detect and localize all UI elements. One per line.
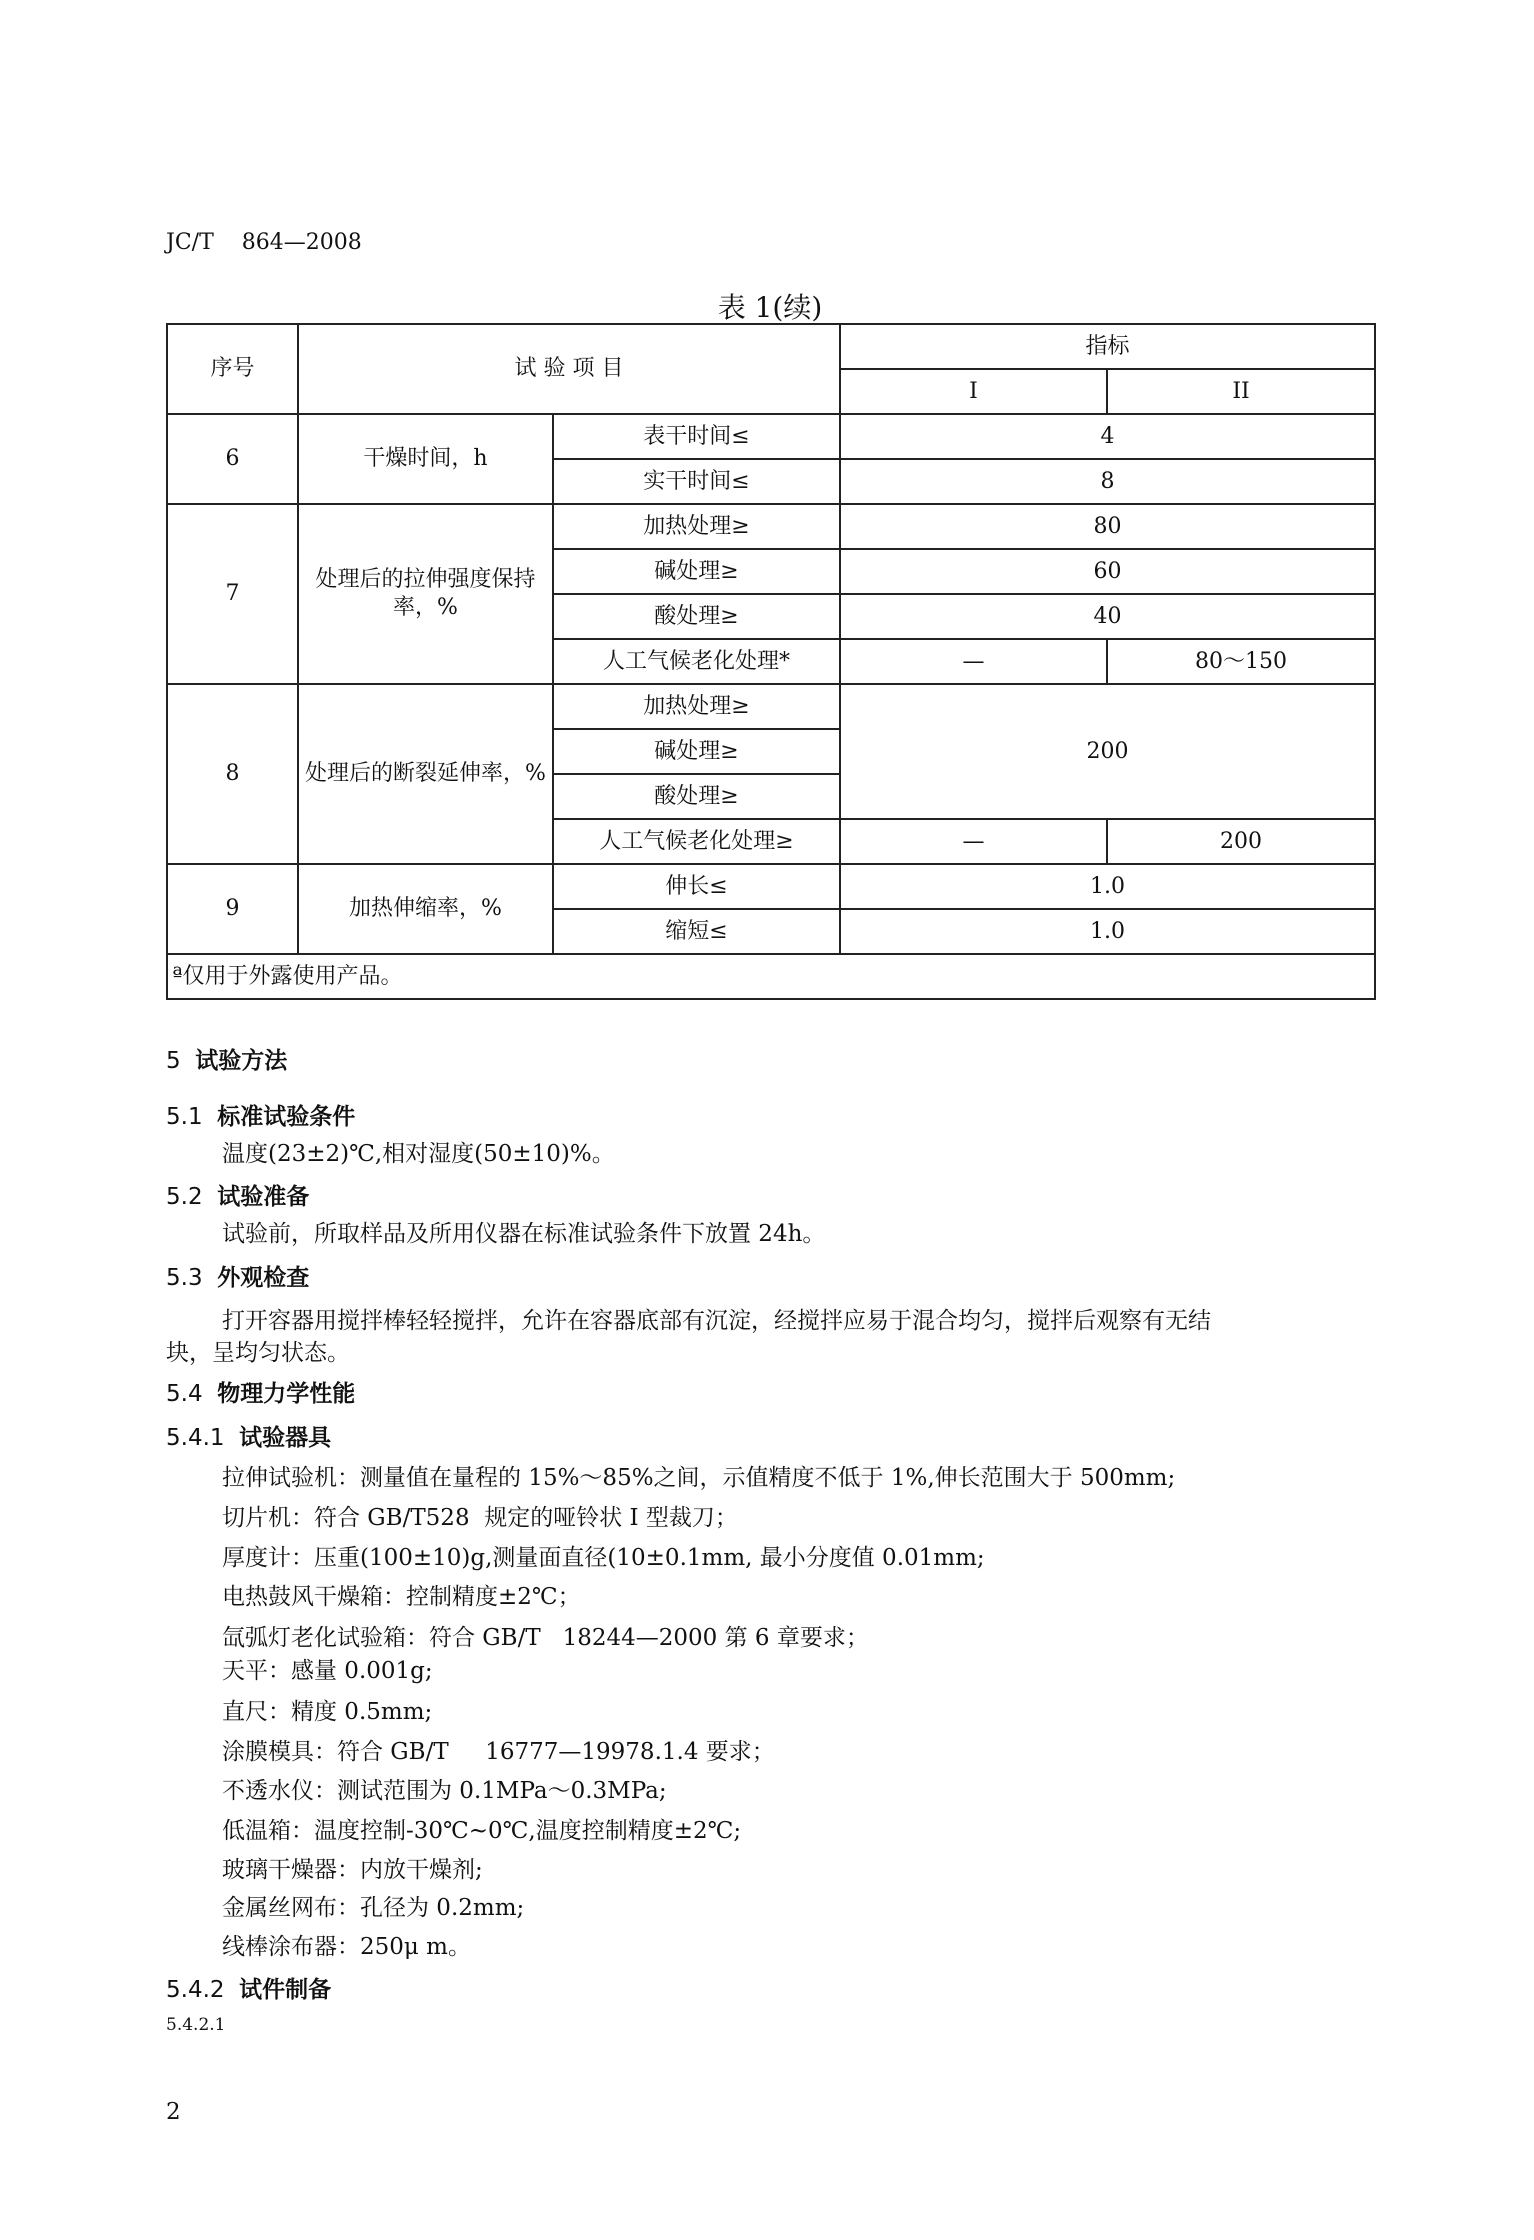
spec-table	[166, 323, 1376, 1000]
col-header-index: 指标	[840, 324, 1375, 369]
col-header-grade-2: II	[1107, 369, 1375, 414]
section-5-4-1-heading	[166, 1419, 331, 1452]
row-subitem: 酸处理≥	[553, 594, 840, 639]
row-subitem: 酸处理≥	[553, 774, 840, 819]
row-value: 1.0	[840, 909, 1375, 954]
row-value: 1.0	[840, 864, 1375, 909]
section-number: 5.4.1	[166, 1425, 225, 1451]
section-number: 5	[166, 1048, 181, 1074]
section-number: 5.2	[166, 1184, 203, 1210]
equipment-item: 直尺：精度 0.5mm;	[222, 1699, 433, 1725]
section-5-3-heading	[166, 1259, 309, 1292]
section-5-2-text: 试验前，所取样品及所用仪器在标准试验条件下放置 24h。	[222, 1221, 826, 1247]
section-title: 试验器具	[239, 1425, 332, 1451]
table-caption: 表 1(续)	[717, 291, 823, 324]
section-title: 试验方法	[195, 1048, 288, 1074]
equipment-item: 天平：感量 0.001g;	[222, 1658, 433, 1684]
col-header-grade-1: I	[840, 369, 1107, 414]
equipment-item: 涂膜模具：符合 GB/T 16777—19978.1.4 要求；	[222, 1739, 775, 1765]
row-value-grade-2: 200	[1107, 819, 1375, 864]
row-subitem: 人工气候老化处理*	[553, 639, 840, 684]
row-value-grade-1: —	[840, 639, 1107, 684]
section-5-1-heading	[166, 1098, 355, 1131]
section-title: 标准试验条件	[217, 1104, 356, 1130]
row-value-merged: 200	[840, 684, 1375, 819]
section-5-4-heading	[166, 1375, 355, 1408]
col-header-no: 序号	[167, 324, 298, 414]
row-number: 9	[167, 864, 298, 954]
equipment-item: 氙弧灯老化试验箱：符合 GB/T 18244—2000 第 6 章要求；	[222, 1625, 869, 1651]
section-title: 试验准备	[217, 1184, 310, 1210]
row-value-grade-1: —	[840, 819, 1107, 864]
table-footnote: ª仅用于外露使用产品。	[167, 954, 1375, 999]
section-title: 物理力学性能	[217, 1381, 356, 1407]
equipment-item: 电热鼓风干燥箱：控制精度±2℃；	[222, 1584, 581, 1610]
row-value: 40	[840, 594, 1375, 639]
equipment-item: 低温箱：温度控制-30℃~0℃,温度控制精度±2℃;	[222, 1818, 742, 1844]
equipment-item: 金属丝网布：孔径为 0.2mm;	[222, 1895, 525, 1921]
row-subitem: 伸长≤	[553, 864, 840, 909]
section-title: 外观检查	[217, 1265, 310, 1291]
row-number: 6	[167, 414, 298, 504]
section-number: 5.3	[166, 1265, 203, 1291]
section-5-heading	[166, 1042, 287, 1075]
equipment-item: 不透水仪：测试范围为 0.1MPa～0.3MPa;	[222, 1778, 667, 1804]
section-title: 试件制备	[239, 1977, 332, 2003]
equipment-item: 切片机：符合 GB/T528 规定的哑铃状 I 型裁刀；	[222, 1505, 738, 1531]
row-value: 4	[840, 414, 1375, 459]
row-number: 8	[167, 684, 298, 864]
row-item: 加热伸缩率，%	[298, 864, 553, 954]
section-number: 5.4.2	[166, 1977, 225, 2003]
section-5-3-text-line-1: 打开容器用搅拌棒轻轻搅拌，允许在容器底部有沉淀，经搅拌应易于混合均匀，搅拌后观察有无结	[222, 1308, 1211, 1334]
row-value: 60	[840, 549, 1375, 594]
row-subitem: 人工气候老化处理≥	[553, 819, 840, 864]
document-code: JC/T 864—2008	[166, 230, 362, 255]
section-5-4-2-1-number: 5.4.2.1	[166, 2015, 226, 2035]
equipment-item: 玻璃干燥器：内放干燥剂;	[222, 1857, 483, 1883]
section-number: 5.4	[166, 1381, 203, 1407]
row-value: 80	[840, 504, 1375, 549]
page-number: 2	[166, 2099, 181, 2125]
equipment-item: 线棒涂布器：250μ m。	[222, 1934, 471, 1960]
section-5-1-text: 温度(23±2)℃,相对湿度(50±10)%。	[222, 1141, 615, 1167]
col-header-item: 试 验 项 目	[298, 324, 840, 414]
row-subitem: 加热处理≥	[553, 504, 840, 549]
equipment-item: 厚度计：压重(100±10)g,测量面直径(10±0.1mm, 最小分度值 0.01mm;	[222, 1545, 985, 1571]
row-subitem: 碱处理≥	[553, 729, 840, 774]
section-5-4-2-heading	[166, 1971, 331, 2004]
row-value: 8	[840, 459, 1375, 504]
equipment-item: 拉伸试验机：测量值在量程的 15%～85%之间，示值精度不低于 1%,伸长范围大于 500mm;	[222, 1465, 1176, 1491]
row-subitem: 缩短≤	[553, 909, 840, 954]
section-5-2-heading	[166, 1178, 309, 1211]
row-subitem: 碱处理≥	[553, 549, 840, 594]
row-value-grade-2: 80～150	[1107, 639, 1375, 684]
row-subitem: 加热处理≥	[553, 684, 840, 729]
row-item: 干燥时间，h	[298, 414, 553, 504]
row-item: 处理后的拉伸强度保持率，%	[298, 504, 553, 684]
row-subitem: 表干时间≤	[553, 414, 840, 459]
row-subitem: 实干时间≤	[553, 459, 840, 504]
row-item: 处理后的断裂延伸率，%	[298, 684, 553, 864]
row-number: 7	[167, 504, 298, 684]
section-5-3-text-line-2: 块，呈均匀状态。	[166, 1340, 350, 1366]
section-number: 5.1	[166, 1104, 203, 1130]
